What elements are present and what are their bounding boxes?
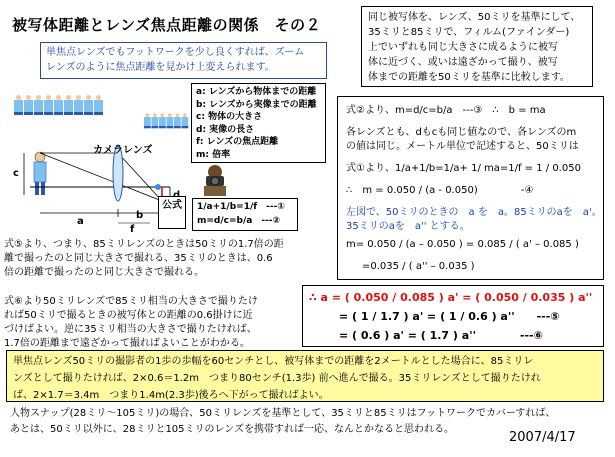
person-icon (144, 117, 151, 128)
derivation-box (337, 96, 604, 280)
group-people-large (14, 100, 104, 115)
paragraph-line: 1.7倍の距離まで遠ざかって撮ればよいことがわかる。 (4, 338, 250, 349)
focal-point (155, 184, 161, 190)
paragraph-line: 離で撮ったのと同じ大きさで撮れる、35ミリのときは、0.6 (4, 253, 273, 264)
legend-item-f: f: レンズの焦点距離 (196, 137, 279, 147)
footwork-line: レンズのように焦点距離を見かけ上変えられます。 (46, 62, 275, 73)
explanation-paragraph-1 (4, 238, 304, 280)
paragraph-line: 倍の距離で撮ったのと同じ大きさで撮れる。 (4, 267, 204, 278)
person-icon (167, 117, 174, 128)
derivation-line: 式②より、m=d/c=b/a ---③ ∴ b = ma (346, 105, 546, 116)
example-line: ば、2×1.7＝3.4m つまり1.4m(2.3歩)後ろへ下がって撮ればよい。 (13, 390, 329, 401)
camera-lens-label: カメラレンズ (93, 145, 153, 156)
legend-item-b: b: レンズから実像までの距離 (196, 99, 317, 110)
paragraph-line: 式⑥より50ミリレンズで85ミリ相当の大きさで撮りたけ (4, 296, 258, 307)
example-line: ンズとして撮りたければ、2×0.6＝1.2m つまり80センチ(1.3歩) 前へ進んで撮る。35ミリレンズとして撮りたけれ (13, 373, 541, 384)
date-stamp: 2007/4/17 (509, 430, 576, 445)
intro-line: 35ミリと85ミリで、フィルム(ファインダー) (368, 27, 570, 38)
example-note (6, 350, 604, 402)
result-line: = ( 0.6 ) a' = ( 1.7 ) a'' ---⑥ (339, 329, 543, 342)
person-icon (54, 100, 63, 115)
legend-item-a: a: レンズから物体までの距離 (196, 87, 317, 97)
result-box (302, 285, 604, 347)
label-c: c (13, 168, 19, 179)
person-icon (174, 117, 181, 128)
intro-line: 体までの距離を50ミリを基準に比較します。 (368, 72, 570, 83)
paragraph-line: れば50ミリで撮るときの被写体との距離の0.6掛けに近 (4, 310, 253, 321)
legend-item-d: d: 実像の長さ (196, 124, 255, 135)
derivation-line: 式①より、1/a+1/b=1/a+ 1/ ma=1/f = 1 / 0.050 (346, 163, 581, 174)
footwork-note (40, 42, 327, 79)
derivation-line: 35ミリのaを a'' とする。 (346, 221, 470, 232)
equation-1: 1/a+1/b=1/f ---① (197, 202, 285, 212)
label-f: f (130, 224, 135, 235)
derivation-line: ∴ m = 0.050 / (a - 0.050) -④ (346, 185, 534, 196)
ray-line (40, 153, 162, 201)
person-icon (14, 100, 23, 115)
intro-line: 体に近づく、或いは遠ざかって撮り、被写 (368, 57, 558, 68)
person-icon (44, 100, 53, 115)
result-line: ∴ a = ( 0.050 / 0.085 ) a' = ( 0.050 / 0.035 ) a'' (309, 291, 593, 304)
legend-item-m: m: 倍率 (196, 149, 231, 160)
person-icon (84, 100, 93, 115)
person-icon (64, 100, 73, 115)
person-icon (94, 100, 103, 115)
paragraph-line: づけばよい。逆に35ミリ相当の大きさで撮りたければ、 (4, 324, 257, 335)
formula-tag: 公式 (158, 196, 186, 229)
derivation-line: 各レンズとも、dもcも同じ値なので、各レンズのm (346, 127, 577, 138)
intro-line: 同じ被写体を、レンズ、50ミリを基準にして、 (368, 12, 581, 23)
derivation-line: の値は同じ。メートル単位で記述すると、50ミリは (346, 141, 579, 152)
result-line: = ( 1 / 1.7 ) a' = ( 1 / 0.6 ) a'' ---⑤ (339, 310, 560, 323)
person-icon (159, 117, 166, 128)
intro-note (361, 6, 593, 87)
label-b: b (136, 210, 144, 221)
derivation-line: =0.035 / ( a'' – 0.035 ) (362, 261, 475, 272)
equation-2: m=d/c=b/a ---② (197, 216, 281, 226)
group-people-small (144, 117, 189, 128)
example-line: 単焦点レンズ50ミリの撮影者の1歩の歩幅を60センチとし、被写体までの距離を2メートルとした場合に、85ミリレ (13, 356, 534, 367)
derivation-line: m= 0.050 / (a – 0.050 ) = 0.085 / ( a' – 0.085 ) (346, 239, 579, 250)
conclusion-line: 人物スナップ(28ミリ～105ミリ)の場合、50ミリレンズを基準として、35ミリと85ミリはフットワークでカバーすれば、 (10, 408, 556, 419)
intro-line: 上でいずれも同じ大きさに成るように被写 (368, 42, 558, 53)
legend-item-c: c: 物体の大きさ (196, 112, 263, 122)
page-title: 被写体距離とレンズ焦点距離の関係 その２ (12, 16, 322, 34)
person-icon (24, 100, 33, 115)
derivation-line: 左図で、50ミリのときの a を a。85ミリのaを a'。 (346, 207, 602, 218)
person-icon (74, 100, 83, 115)
explanation-paragraph-2 (4, 295, 304, 351)
person-icon (182, 117, 189, 128)
ray-line (118, 153, 162, 201)
person-icon (152, 117, 159, 128)
subject-figure (34, 152, 46, 195)
photographer-icon (198, 162, 232, 196)
label-a: a (77, 216, 84, 227)
conclusion-line: あとは、50ミリ以外に、28ミリと105ミリのレンズを携帯すれば一応、なんとかなると思われる。 (10, 424, 454, 435)
person-icon (34, 100, 43, 115)
footwork-line: 単焦点レンズでもフットワークを少し良くすれば、ズーム (46, 47, 305, 58)
paragraph-line: 式⑤より、つまり、85ミリレンズのときは50ミリの1.7倍の距 (4, 239, 284, 250)
formula-box (192, 198, 298, 231)
